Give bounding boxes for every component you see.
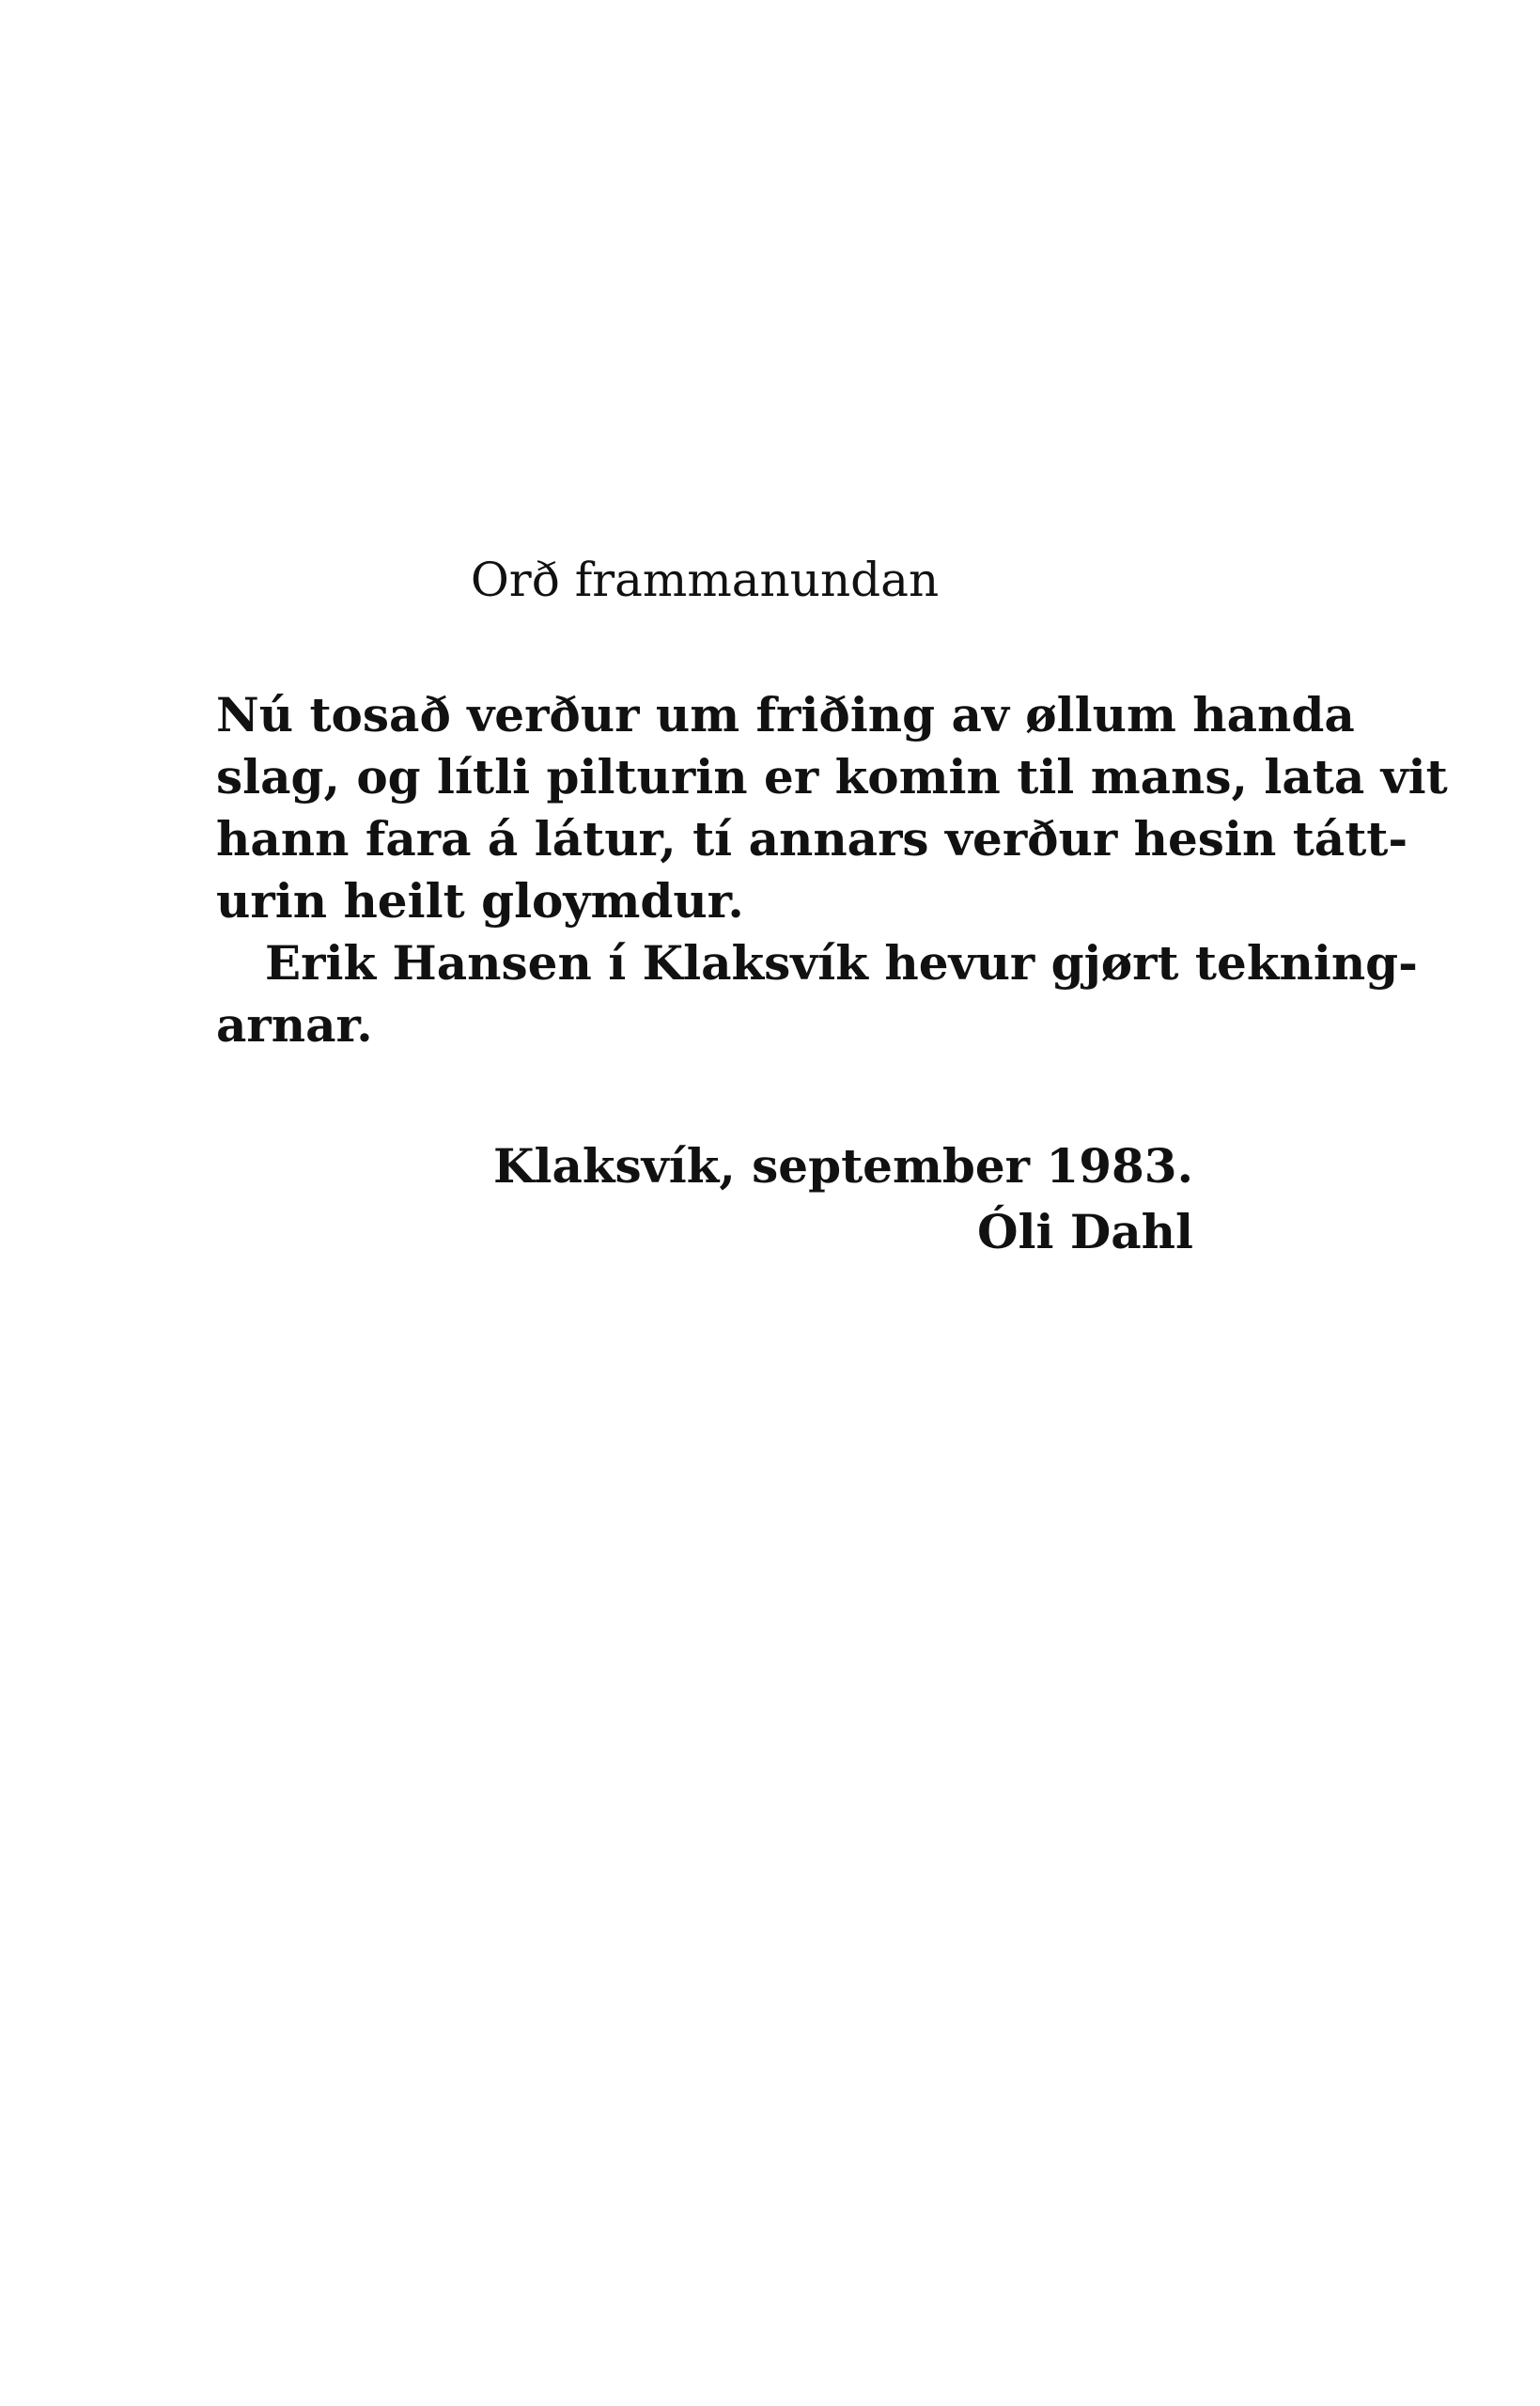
paragraph-2-line-2: arnar.: [216, 997, 373, 1053]
paragraph-1-line-2: slag, og lítli pilturin er komin til mans, lata vit: [216, 749, 1448, 805]
paragraph-1-line-1: Nú tosað verður um friðing av øllum handa: [216, 687, 1355, 742]
body-text: [216, 684, 1448, 1056]
signature-block: [216, 1133, 1193, 1265]
paragraph-2-line-1: Erik Hansen í Klaksvík hevur gjørt tekning-: [265, 935, 1418, 991]
paragraph-1-line-3: hann fara á látur, tí annars verður hesin tátt-: [216, 811, 1408, 867]
paragraph-1-line-4: urin heilt gloymdur.: [216, 873, 744, 929]
author-name: Óli Dahl: [976, 1204, 1193, 1259]
place-date: Klaksvík, september 1983.: [493, 1138, 1193, 1194]
page-title: Orð frammanundan: [470, 553, 940, 607]
